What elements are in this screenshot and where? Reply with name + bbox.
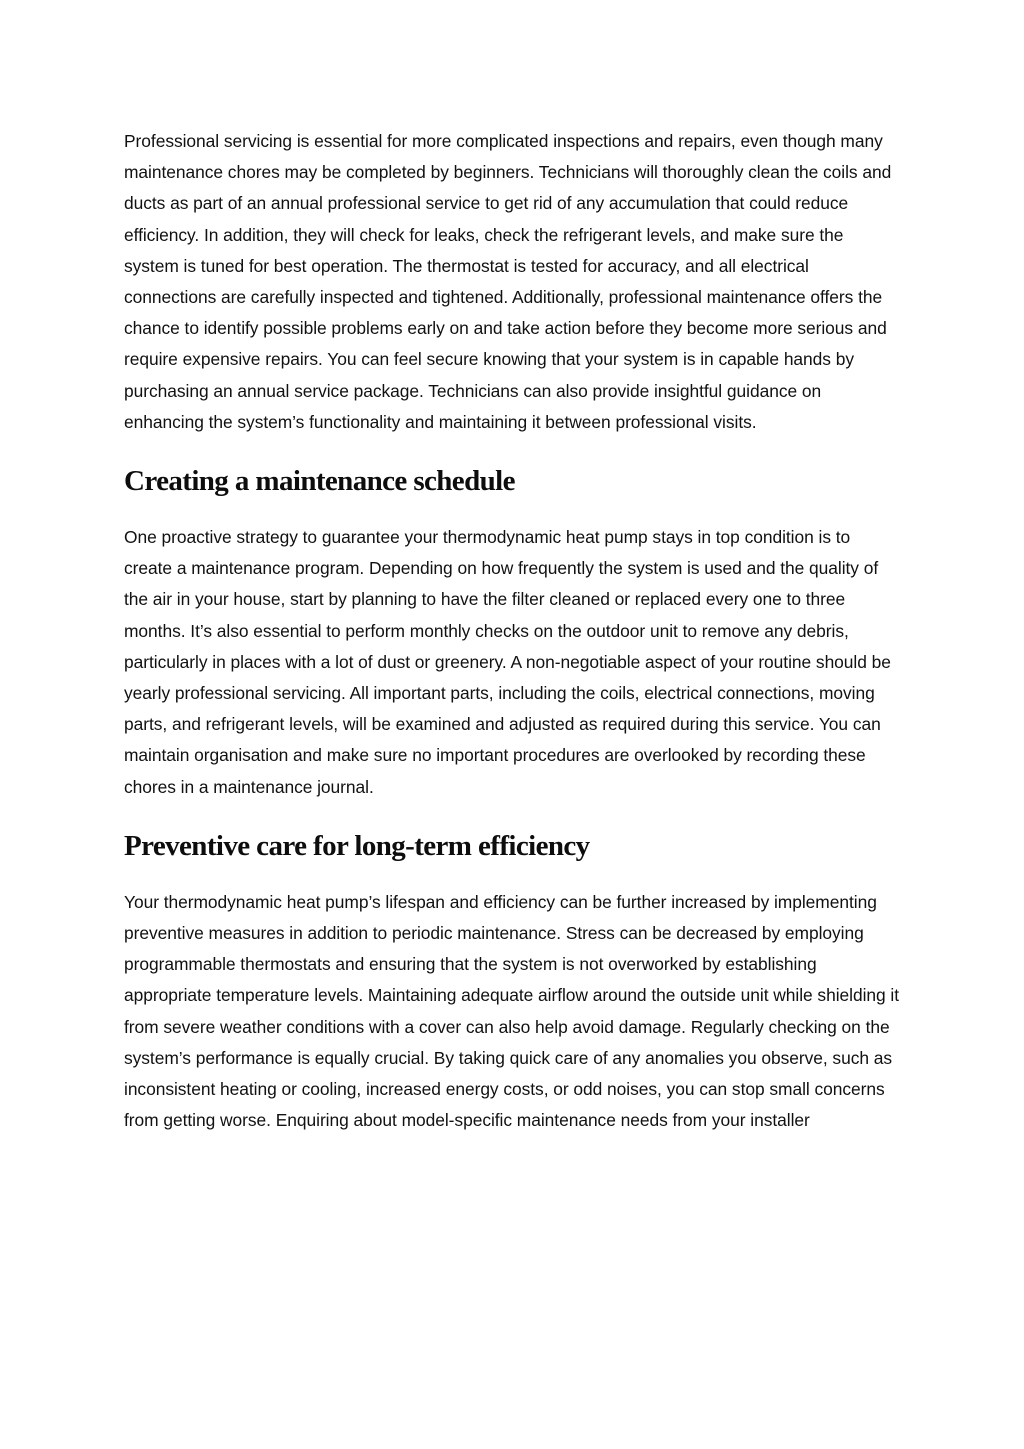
paragraph-preventive-care: Your thermodynamic heat pump’s lifespan and efficiency can be further increased by implementing preventive measures in addition to periodic maintenance. Stress can be decreased by employing programmable thermostats and ensuring that the system is not overworked by establishing appropriate temperature levels. Maintaining adequate airflow around the outside unit while shielding it from severe weather conditions with a cover can also help avoid damage. Regularly checking on the system’s performance is equally crucial. By taking quick care of any anomalies you observe, such as inconsistent heating or cooling, increased energy costs, or odd noises, you can stop small concerns from getting worse. Enquiring about model-specific maintenance needs from your installer [124,891,900,1131]
heading-maintenance-schedule: Creating a maintenance schedule [124,465,515,498]
heading-preventive-care: Preventive care for long-term efficiency [124,829,590,862]
paragraph-maintenance-schedule: One proactive strategy to guarantee your thermodynamic heat pump stays in top condition is to create a maintenance program. Depending on how frequently the system is used and the quality of the air in your house, start by planning to have the filter cleaned or replaced every one to three months. It’s also essential to perform monthly checks on the outdoor unit to remove any debris, particularly in places with a lot of dust or greenery. A non-negotiable aspect of your routine should be yearly professional servicing. All important parts, including the coils, electrical connections, moving parts, and refrigerant levels, will be examined and adjusted as required during this service. You can maintain organisation and make sure no important procedures are overlooked by recording these chores in a maintenance journal. [124,527,891,797]
paragraph-professional-servicing: Professional servicing is essential for more complicated inspections and repairs, even though many maintenance chores may be completed by beginners. Technicians will thoroughly clean the coils and ducts as part of an annual professional service to get rid of any accumulation that could reduce efficiency. In addition, they will check for leaks, check the refrigerant levels, and make sure the system is tuned for best operation. The thermostat is tested for accuracy, and all electrical connections are carefully inspected and tightened. Additionally, professional maintenance offers the chance to identify possible problems early on and take action before they become more serious and require expensive repairs. You can feel secure knowing that your system is in capable hands by purchasing an annual service package. Technicians can also provide insightful guidance on enhancing the system’s functionality and maintaining it between professional visits. [124,131,892,432]
document-body [124,126,900,1136]
